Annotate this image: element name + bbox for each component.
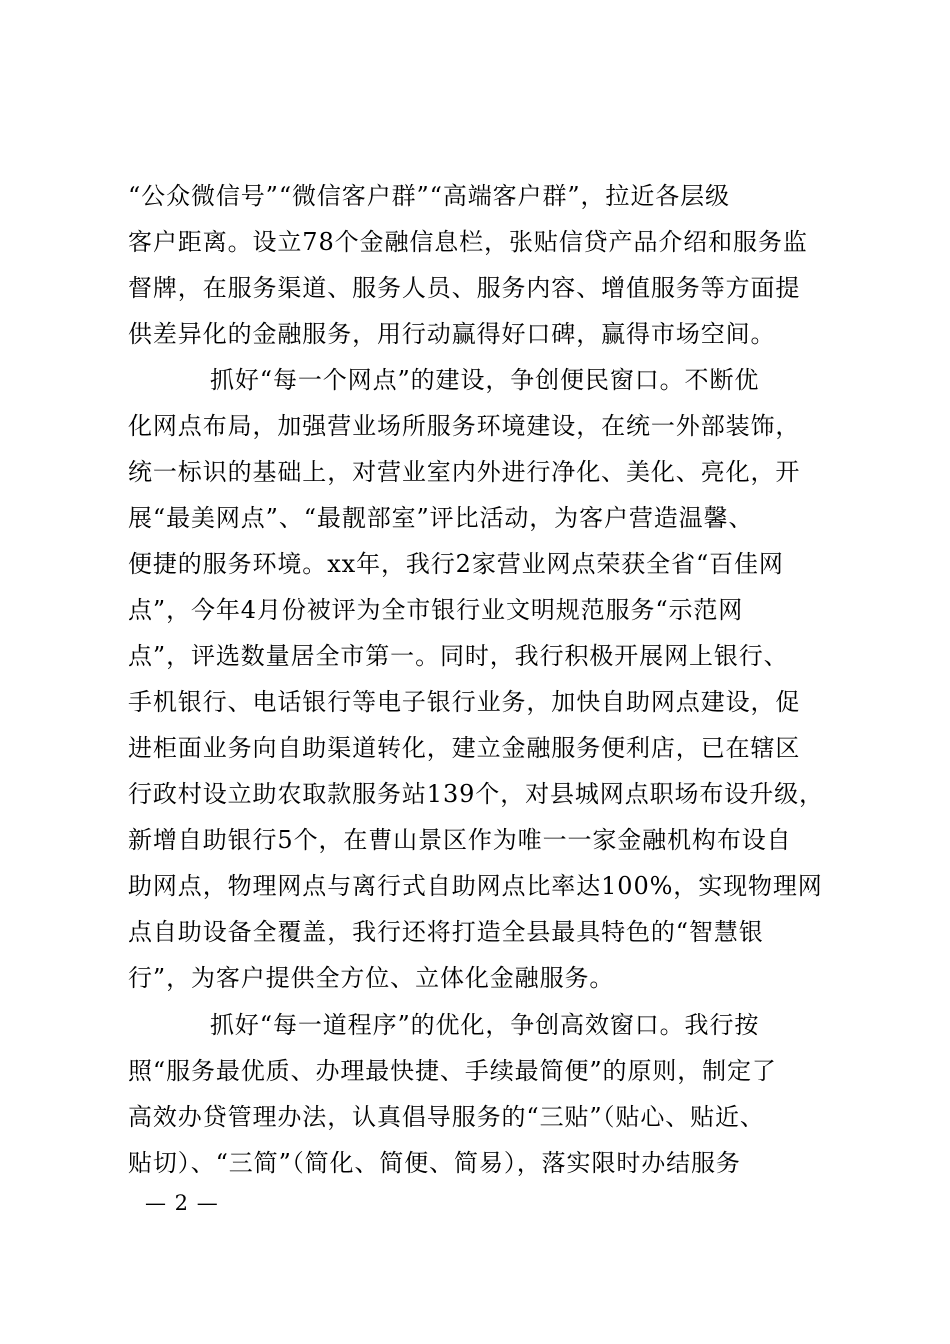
text-line: “公众微信号”“微信客户群”“高端客户群”，拉近各层级 [128, 182, 730, 210]
text-line: 督牌，在服务渠道、服务人员、服务内容、增值服务等方面提 [128, 274, 801, 302]
text-line: 手机银行、电话银行等电子银行业务，加快自助网点建设，促 [128, 688, 801, 716]
text-line: 点”，今年4月份被评为全市银行业文明规范服务“示范网 [128, 596, 744, 624]
text-line: 客户距离。设立78个金融信息栏，张贴信贷产品介绍和服务监 [128, 228, 808, 256]
text-line: 行”，为客户提供全方位、立体化金融服务。 [128, 964, 615, 992]
text-line: 行政村设立助农取款服务站139个，对县城网点职场布设升级， [128, 780, 824, 808]
text-line: 供差异化的金融服务，用行动赢得好口碑，赢得市场空间。 [128, 320, 776, 348]
text-line: 展“最美网点”、“最靓部室”评比活动，为客户营造温馨、 [128, 504, 754, 532]
paragraph-first-line: 抓好“每一个网点”的建设，争创便民窗口。不断优 [210, 366, 760, 394]
text-line: 统一标识的基础上，对营业室内外进行净化、美化、亮化，开 [128, 458, 801, 486]
text-line: 新增自助银行5个，在曹山景区作为唯一一家金融机构布设自 [128, 826, 792, 854]
text-line: 点自助设备全覆盖，我行还将打造全县最具特色的“智慧银 [128, 918, 764, 946]
text-line: 便捷的服务环境。xx年，我行2家营业网点荣获全省“百佳网 [128, 550, 784, 578]
paragraph-first-line: 抓好“每一道程序”的优化，争创高效窗口。我行按 [210, 1011, 760, 1039]
text-line: 高效办贷管理办法，认真倡导服务的“三贴”（贴心、贴近、 [128, 1103, 765, 1131]
text-line: 贴切）、“三简”（简化、简便、简易），落实限时办结服务 [128, 1149, 741, 1177]
text-line: 进柜面业务向自助渠道转化，建立金融服务便利店，已在辖区 [128, 734, 801, 762]
text-line: 点”，评选数量居全市第一。同时，我行积极开展网上银行、 [128, 642, 789, 670]
page-number: — 2 — [145, 1191, 219, 1215]
text-line: 照“服务最优质、办理最快捷、手续最简便”的原则，制定了 [128, 1057, 777, 1085]
text-line: 化网点布局，加强营业场所服务环境建设，在统一外部装饰， [128, 412, 801, 440]
text-line: 助网点，物理网点与离行式自助网点比率达100%，实现物理网 [128, 872, 823, 900]
